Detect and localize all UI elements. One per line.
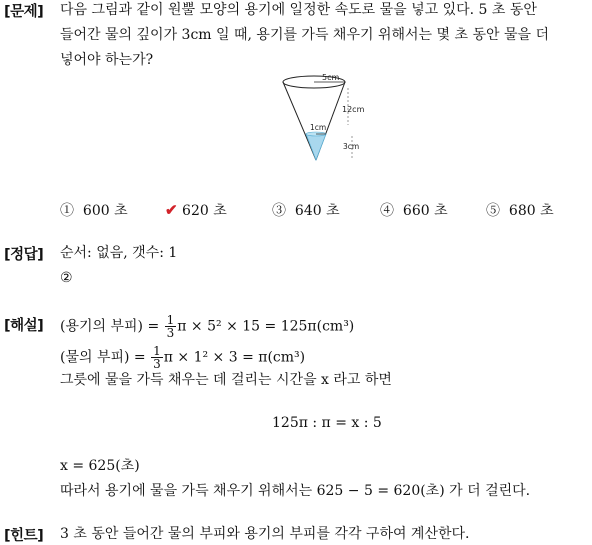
water-fill — [306, 134, 326, 160]
choice-1-marker: ① — [60, 203, 74, 219]
hint-text: 3 초 동안 들어간 물의 부피와 용기의 부피를 각각 구하여 계산한다. — [60, 526, 470, 542]
explanation-line-5: x = 625(초) — [60, 458, 140, 474]
check-mark-icon: ✔ — [165, 201, 178, 219]
choice-5[interactable] — [486, 200, 554, 220]
choice-2-text: 620 초 — [182, 203, 227, 219]
choice-2[interactable] — [165, 200, 227, 220]
water-volume-line — [60, 345, 305, 370]
cone-left-edge — [283, 82, 316, 160]
choice-4[interactable] — [380, 200, 448, 220]
container-volume-right: π × 5² × 15 = 125π(cm³) — [177, 318, 355, 335]
top-radius-label: 5cm — [322, 73, 340, 82]
answer-line-2: ② — [60, 270, 73, 286]
choice-5-text: 680 초 — [508, 203, 554, 219]
container-volume-left: (용기의 부피) = — [60, 318, 164, 335]
fraction-numerator: 1 — [166, 313, 175, 327]
answer-tag: [정답] — [4, 247, 44, 263]
choice-3-text: 640 초 — [294, 203, 340, 219]
explanation-line-3: 그릇에 물을 가득 채우는 데 걸리는 시간을 x 라고 하면 — [60, 372, 392, 388]
explanation-line-6: 따라서 용기에 물을 가득 채우기 위해서는 625 − 5 = 620(초) 가 더 걸린다. — [60, 483, 531, 499]
choice-4-marker: ④ — [380, 203, 394, 219]
container-volume-fraction — [165, 314, 177, 339]
height-label: 12cm — [342, 105, 365, 114]
water-volume-fraction — [151, 345, 163, 370]
problem-line-2: 들어간 물의 깊이가 3cm 일 때, 용기를 가득 채우기 위해서는 몇 초 동안 물을 더 — [60, 27, 549, 43]
water-radius-label: 1cm — [310, 123, 327, 132]
choice-3-marker: ③ — [272, 203, 286, 219]
fraction-denominator: 3 — [166, 326, 175, 340]
choice-1-text: 600 초 — [82, 203, 128, 219]
problem-tag: [문제] — [4, 4, 44, 20]
problem-line-3: 넣어야 하는가? — [60, 52, 154, 68]
hint-tag: [힌트] — [4, 528, 44, 544]
fraction-numerator: 1 — [153, 344, 161, 358]
water-volume-left: (물의 부피) = — [60, 349, 151, 366]
explanation-tag: [해설] — [4, 318, 44, 334]
choice-1[interactable] — [60, 200, 128, 220]
problem-line-1: 다음 그림과 같이 원뿔 모양의 용기에 일정한 속도로 물을 넣고 있다. 5 초 동안 — [60, 2, 537, 18]
water-height-label: 3cm — [343, 142, 360, 151]
cone-figure — [276, 70, 376, 166]
answer-line-1: 순서: 없음, 갯수: 1 — [60, 245, 178, 261]
container-volume-line — [60, 314, 354, 339]
choice-4-text: 660 초 — [402, 203, 448, 219]
choice-3[interactable] — [272, 200, 340, 220]
fraction-denominator: 3 — [153, 357, 161, 371]
proportion-equation: 125π : π = x : 5 — [272, 415, 382, 431]
water-volume-right: π × 1² × 3 = π(cm³) — [163, 349, 306, 366]
choice-5-marker: ⑤ — [486, 203, 500, 219]
